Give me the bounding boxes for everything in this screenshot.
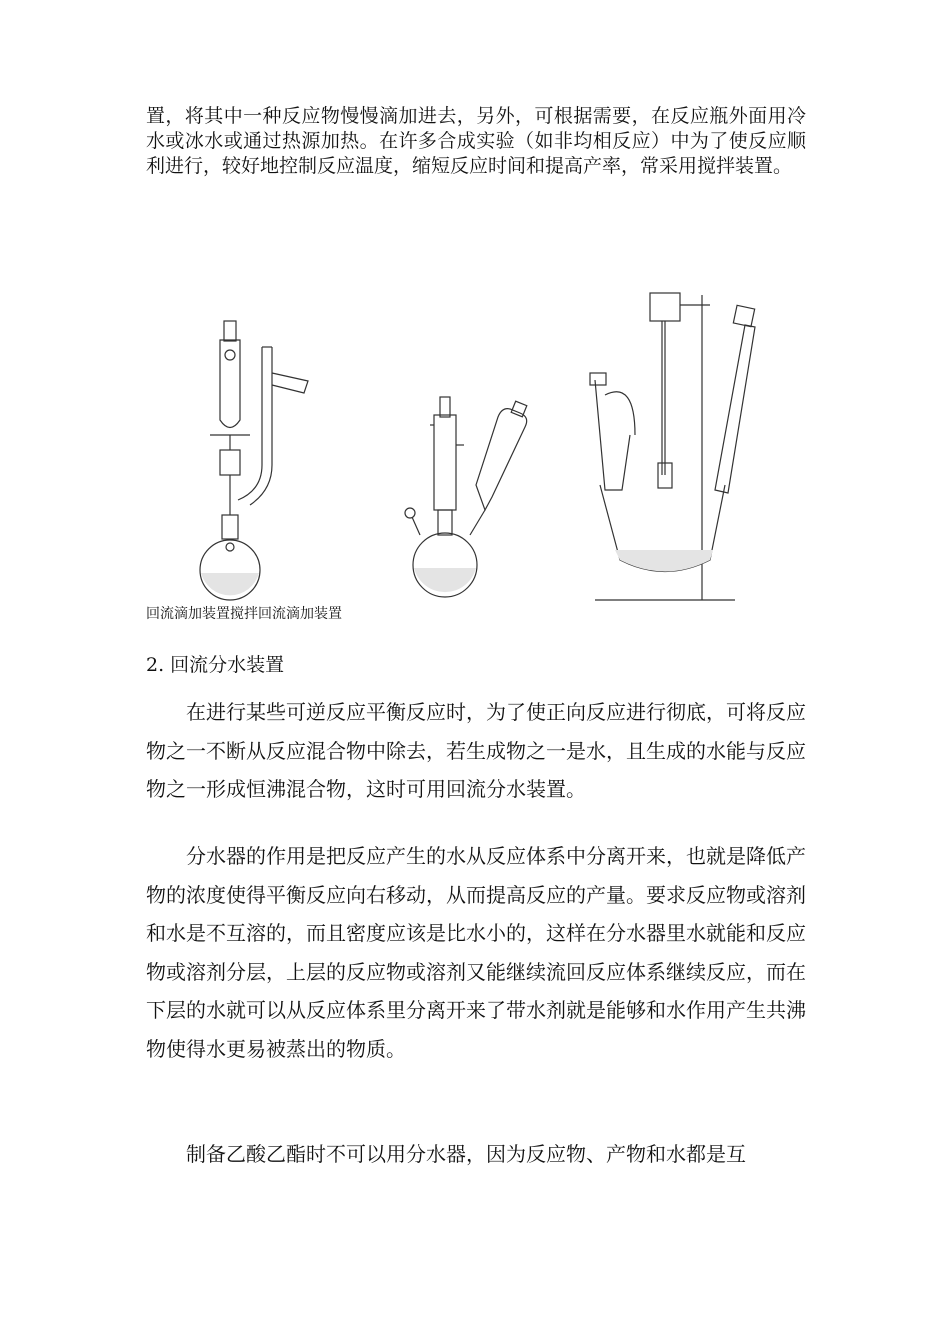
paragraph-2: 分水器的作用是把反应产生的水从反应体系中分离开来，也就是降低产物的浓度使得平衡反应向右移动，从而提高反应的产量。要求反应物或溶剂和水是不互溶的，而且密度应该是比水小的，这样在分水器里水就能和反应物或溶剂分层，上层的反应物或溶剂又能继续流回反应体系继续反应，而在下层的水就可以从反应体系里分离开来了带水剂就是能够和水作用产生共沸物使得水更易被蒸出的物质。 (146, 844, 806, 1061)
intro-paragraph: 置，将其中一种反应物慢慢滴加进去，另外，可根据需要，在反应瓶外面用冷水或冰水或通过热源加热。在许多合成实验（如非均相反应）中为了使反应顺利进行，较好地控制反应温度，缩短反应时间和提高产率，常采用搅拌装置。 (146, 105, 806, 177)
stirring-apparatus-with-stand (590, 293, 755, 600)
paragraph-3: 制备乙酸乙酯时不可以用分水器，因为反应物、产物和水都是互 (186, 1142, 746, 1166)
stirring-reflux-dropping-apparatus (405, 397, 527, 597)
reflux-dropping-apparatus (200, 321, 308, 600)
apparatus-figure (180, 285, 770, 605)
figure-caption: 回流滴加装置搅拌回流滴加装置 (146, 606, 342, 622)
section-heading: 2. 回流分水装置 (146, 654, 285, 676)
paragraph-1: 在进行某些可逆反应平衡反应时，为了使正向反应进行彻底，可将反应物之一不断从反应混合物中除去，若生成物之一是水，且生成的水能与反应物之一形成恒沸混合物，这时可用回流分水装置。 (146, 700, 806, 801)
